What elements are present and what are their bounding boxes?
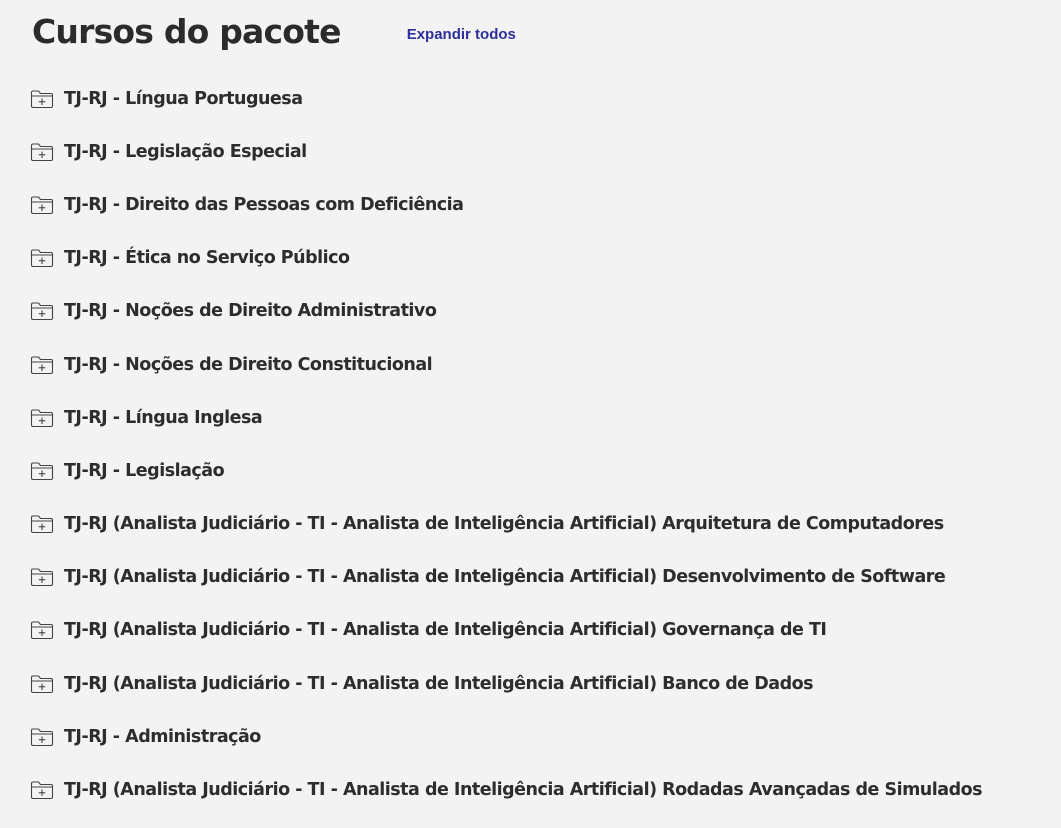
course-title: TJ-RJ - Legislação — [64, 460, 225, 481]
course-list — [30, 72, 1030, 817]
course-item[interactable] — [30, 338, 1030, 391]
course-item[interactable] — [30, 710, 1030, 763]
course-item[interactable] — [30, 498, 1030, 551]
folder-plus-icon — [30, 248, 54, 268]
folder-plus-icon — [30, 461, 54, 481]
course-title: TJ-RJ - Noções de Direito Administrativo — [64, 301, 437, 322]
folder-plus-icon — [30, 408, 54, 428]
course-item[interactable] — [30, 232, 1030, 285]
course-item[interactable] — [30, 285, 1030, 338]
expand-all-link[interactable]: Expandir todos — [406, 26, 516, 43]
course-item[interactable] — [30, 391, 1030, 444]
course-title: TJ-RJ - Administração — [64, 726, 261, 747]
course-title: TJ-RJ (Analista Judiciário - TI - Analista de Inteligência Artificial) Banco de Dados — [64, 673, 814, 694]
course-item[interactable] — [30, 72, 1030, 125]
course-title: TJ-RJ (Analista Judiciário - TI - Analista de Inteligência Artificial) Governança de TI — [64, 620, 827, 641]
page-title: Cursos do pacote — [32, 12, 341, 51]
folder-plus-icon — [30, 514, 54, 534]
folder-plus-icon — [30, 195, 54, 215]
folder-plus-icon — [30, 780, 54, 800]
folder-plus-icon — [30, 727, 54, 747]
course-item[interactable] — [30, 604, 1030, 657]
folder-plus-icon — [30, 301, 54, 321]
folder-plus-icon — [30, 620, 54, 640]
course-title: TJ-RJ - Ética no Serviço Público — [64, 248, 350, 269]
course-item[interactable] — [30, 551, 1030, 604]
folder-plus-icon — [30, 142, 54, 162]
course-title: TJ-RJ (Analista Judiciário - TI - Analista de Inteligência Artificial) Rodadas Avançadas de Simulados — [64, 780, 983, 801]
course-title: TJ-RJ - Direito das Pessoas com Deficiência — [64, 194, 464, 215]
course-item[interactable] — [30, 125, 1030, 178]
page-header — [32, 12, 516, 52]
course-item[interactable] — [30, 178, 1030, 231]
course-title: TJ-RJ - Legislação Especial — [64, 141, 307, 162]
course-title: TJ-RJ - Língua Portuguesa — [64, 88, 303, 109]
course-item[interactable] — [30, 763, 1030, 816]
course-title: TJ-RJ (Analista Judiciário - TI - Analista de Inteligência Artificial) Arquitetura de Computadores — [64, 514, 944, 535]
course-title: TJ-RJ - Noções de Direito Constitucional — [64, 354, 433, 375]
course-item[interactable] — [30, 444, 1030, 497]
course-title: TJ-RJ (Analista Judiciário - TI - Analista de Inteligência Artificial) Desenvolvimento de Software — [64, 567, 946, 588]
folder-plus-icon — [30, 89, 54, 109]
folder-plus-icon — [30, 567, 54, 587]
folder-plus-icon — [30, 674, 54, 694]
course-title: TJ-RJ - Língua Inglesa — [64, 407, 263, 428]
course-item[interactable] — [30, 657, 1030, 710]
folder-plus-icon — [30, 355, 54, 375]
